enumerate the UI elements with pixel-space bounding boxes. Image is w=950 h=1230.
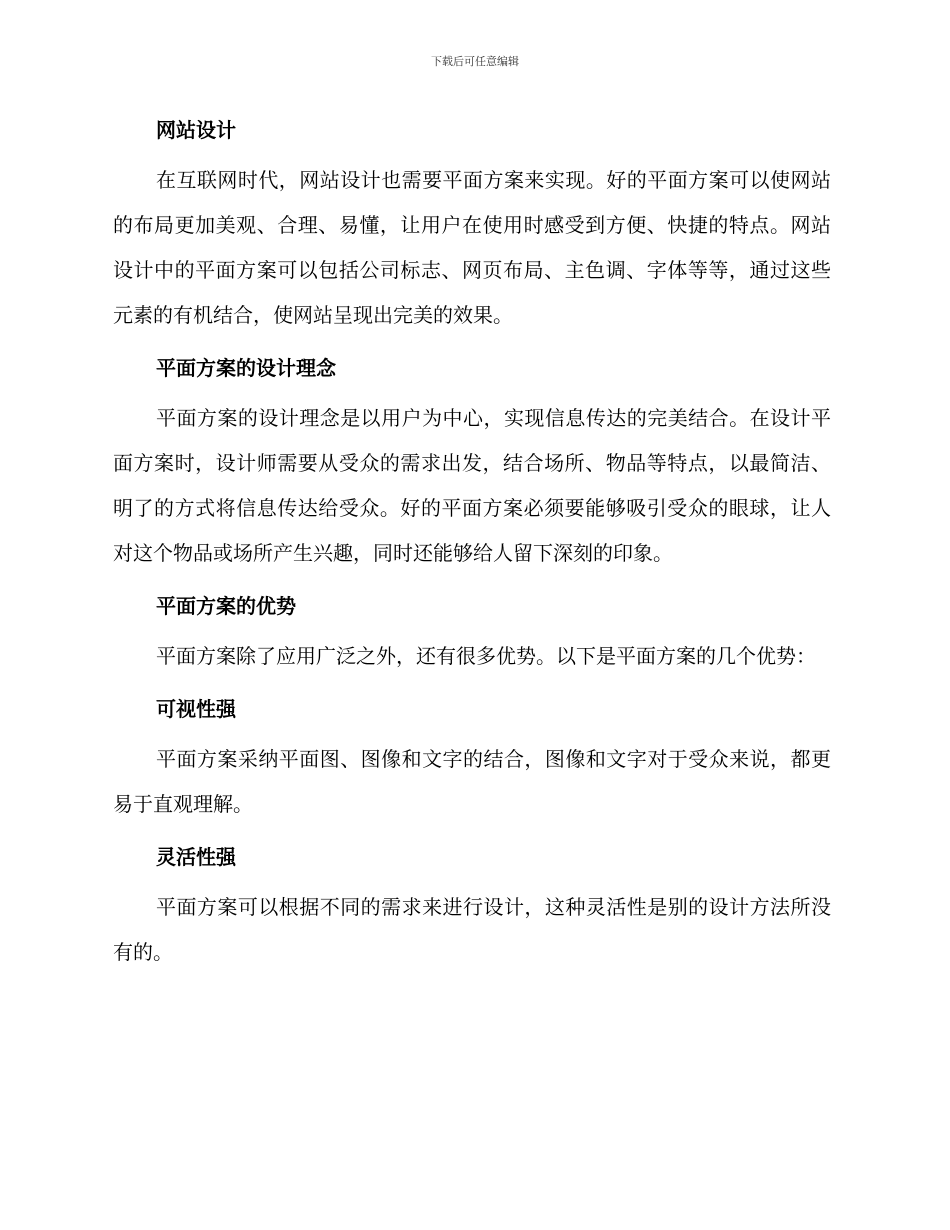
section-website-design	[113, 112, 831, 350]
section-paragraph: 平面方案采纳平面图、图像和文字的结合，图像和文字对于受众来说，都更易于直观理解。	[113, 747, 831, 816]
section-high-flexibility	[113, 839, 831, 975]
section-paragraph: 平面方案可以根据不同的需求来进行设计，这种灵活性是别的设计方法所没有的。	[113, 895, 831, 964]
document-body	[113, 112, 831, 975]
page-header: 下载后可任意编辑	[431, 55, 519, 68]
section-design-concept	[113, 350, 831, 588]
section-heading: 灵活性强	[156, 845, 236, 869]
section-heading: 可视性强	[156, 697, 236, 721]
section-heading: 平面方案的优势	[156, 594, 296, 618]
section-paragraph: 平面方案除了应用广泛之外，还有很多优势。以下是平面方案的几个优势：	[156, 644, 816, 668]
section-paragraph: 平面方案的设计理念是以用户为中心，实现信息传达的完美结合。在设计平面方案时，设计师需要从受众的需求出发，结合场所、物品等特点，以最简洁、明了的方式将信息传达给受众。好的平面方案必须要能够吸引受众的眼球，让人对这个物品或场所产生兴趣，同时还能够给人留下深刻的印象。	[113, 406, 831, 565]
section-heading: 网站设计	[156, 118, 236, 142]
section-heading: 平面方案的设计理念	[156, 356, 336, 380]
section-paragraph: 在互联网时代，网站设计也需要平面方案来实现。好的平面方案可以使网站的布局更加美观、合理、易懂，让用户在使用时感受到方便、快捷的特点。网站设计中的平面方案可以包括公司标志、网页布局、主色调、字体等等，通过这些元素的有机结合，使网站呈现出完美的效果。	[113, 168, 831, 327]
section-advantages	[113, 588, 831, 691]
section-high-visibility	[113, 691, 831, 839]
